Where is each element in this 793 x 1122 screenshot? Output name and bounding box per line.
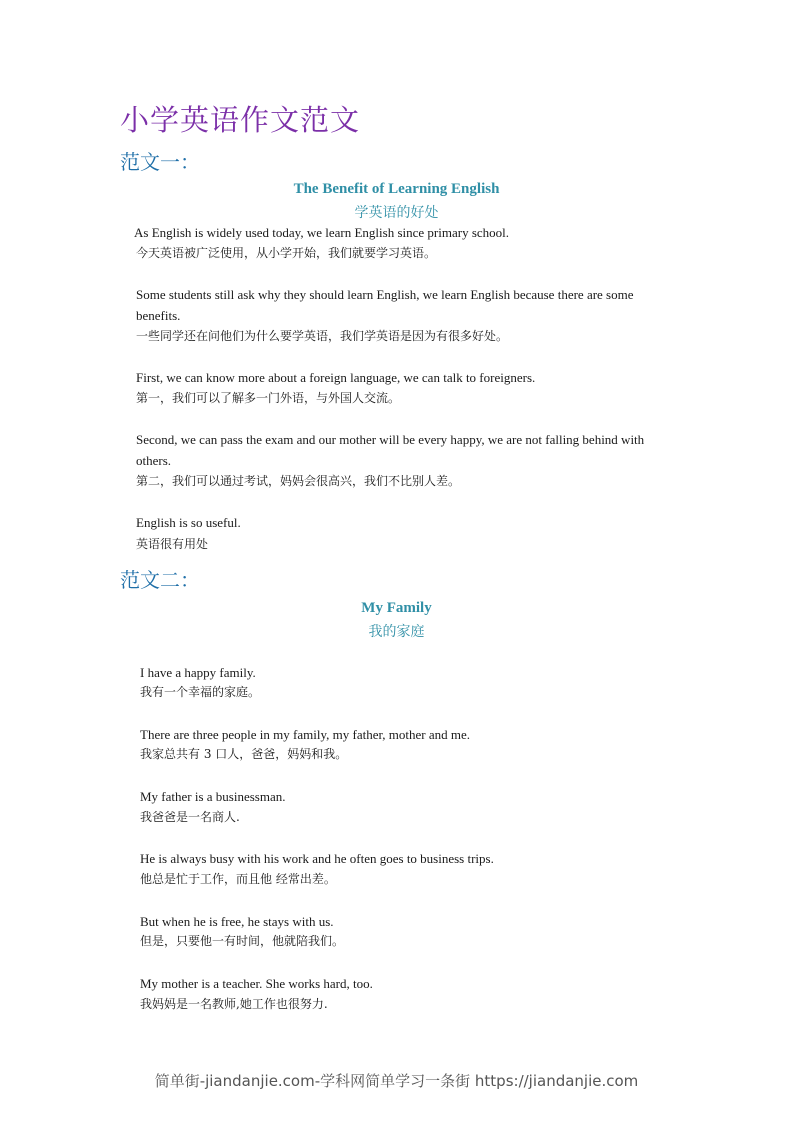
essay-2-para-2-en: There are three people in my family, my father, mother and me. xyxy=(140,727,471,742)
essay-1-para-2-zh: 一些同学还在问他们为什么要学英语，我们学英语是因为有很多好处。 xyxy=(136,329,509,343)
essay-2-para-6-en: My mother is a teacher. She works hard, too. xyxy=(140,976,373,991)
essay-2-title-en: My Family xyxy=(361,600,432,616)
essay-2-para-4-zh: 他总是忙于工作，而且他 经常出差。 xyxy=(140,872,336,886)
essay-2-para-5-zh: 但是，只要他一有时间，他就陪我们。 xyxy=(140,934,345,948)
essay-2-para-6-zh: 我妈妈是一名教师,她工作也很努力. xyxy=(140,997,328,1011)
essay-1-label: 范文一： xyxy=(120,150,200,174)
essay-1-para-5-en: English is so useful. xyxy=(136,515,241,530)
essay-2-para-2-zh: 我家总共有 3 口人，爸爸，妈妈和我。 xyxy=(140,747,348,761)
essay-2-para-1-zh: 我有一个幸福的家庭。 xyxy=(140,685,261,699)
footer-watermark: 简单街-jiandanjie.com-学科网简单学习一条街 https://jiandanjie.com xyxy=(154,1072,639,1090)
essay-1-para-2-en: Some students still ask why they should learn English, we learn English because there are some benefits. xyxy=(136,287,634,323)
essay-2-title-zh: 我的家庭 xyxy=(368,624,425,640)
essay-2-label: 范文二： xyxy=(120,568,200,592)
essay-1-title-zh: 学英语的好处 xyxy=(354,205,439,221)
essay-1-para-5-zh: 英语很有用处 xyxy=(136,537,209,551)
essay-1-para-4-en: Second, we can pass the exam and our mother will be every happy, we are not falling behind with others. xyxy=(136,432,645,468)
essay-1-title-en: The Benefit of Learning English xyxy=(293,181,500,197)
essay-1-para-3-zh: 第一，我们可以了解多一门外语，与外国人交流。 xyxy=(136,391,401,405)
essay-2-para-1-en: I have a happy family. xyxy=(140,665,256,680)
essay-1-para-1-en: As English is widely used today, we learn English since primary school. xyxy=(134,225,510,240)
essay-2-para-3-en: My father is a businessman. xyxy=(140,789,286,804)
page-title: 小学英语作文范文 xyxy=(120,103,361,137)
essay-1-para-4-zh: 第二，我们可以通过考试，妈妈会很高兴，我们不比别人差。 xyxy=(136,474,461,488)
essay-2-para-4-en: He is always busy with his work and he often goes to business trips. xyxy=(140,851,494,866)
essay-1-para-3-en: First, we can know more about a foreign language, we can talk to foreigners. xyxy=(136,370,536,385)
essay-2-para-5-en: But when he is free, he stays with us. xyxy=(140,914,334,929)
essay-1-para-1-zh: 今天英语被广泛使用，从小学开始，我们就要学习英语。 xyxy=(136,246,437,260)
essay-2-para-3-zh: 我爸爸是一名商人. xyxy=(140,810,240,824)
